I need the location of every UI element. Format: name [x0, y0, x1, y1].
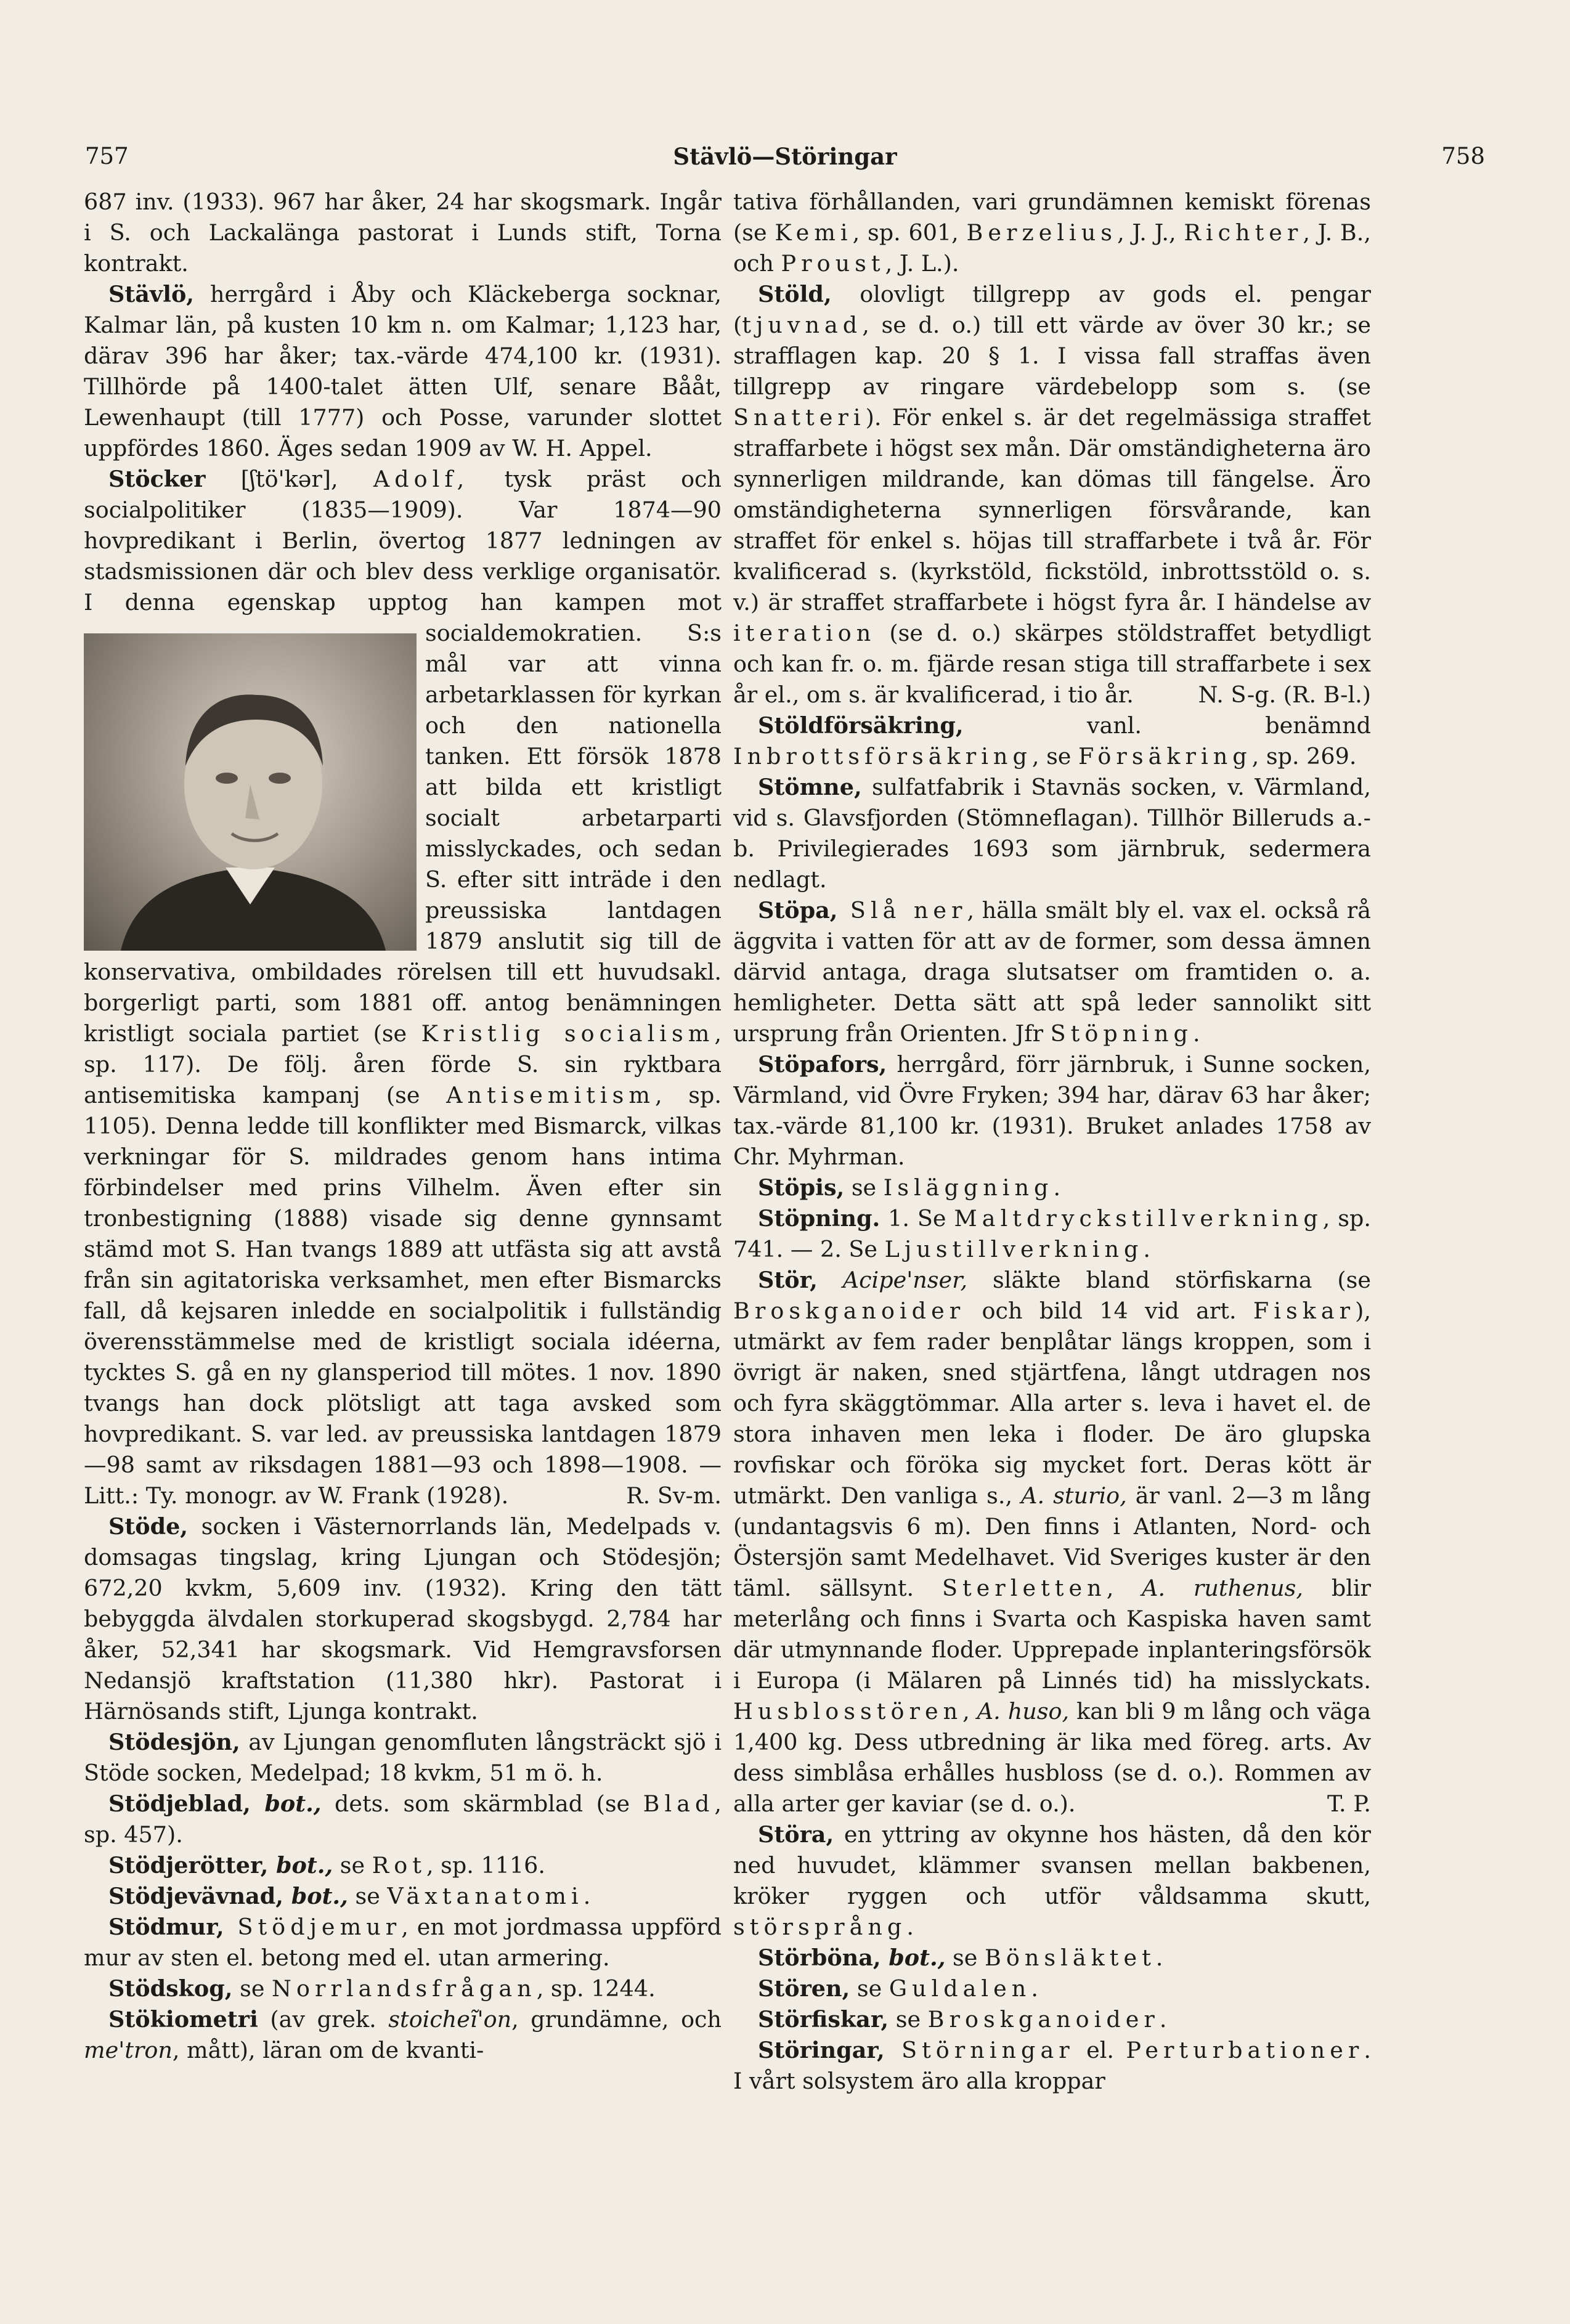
headword: Stödesjön,	[108, 1729, 240, 1755]
cross-reference: Ljustillverkning	[884, 1236, 1144, 1262]
entry-stora: Störa, en yttring av okynne hos hästen, då den kör ned huvudet, klämmer svansen mellan bakbenen, kröker ryggen och utför våldsamma skutt, störsprång.	[733, 1821, 1371, 1940]
cross-reference: Kemi	[775, 219, 853, 246]
headword: Stöde,	[108, 1513, 189, 1540]
cross-reference: Fiskar	[1253, 1298, 1356, 1324]
entry-stodjeblad: Stödjeblad, bot., dets. som skärmblad (se Blad, sp. 457).	[84, 1790, 722, 1848]
headword: Stödjevävnad,	[108, 1883, 283, 1909]
cross-reference: Perturbationer	[1126, 2037, 1364, 2063]
cross-reference: Isläggning	[883, 1174, 1054, 1201]
cross-reference: störsprång	[733, 1914, 907, 1940]
page-header	[85, 143, 1485, 186]
entry-stopafors: Stöpafors, herrgård, förr järnbruk, i Sunne socken, Värmland, vid Övre Fryken; 394 har, därav 63 har åker; tax.-värde 81,100 kr. (1931). Bruket anlades 1758 av Chr. Myhrman.	[733, 1051, 1371, 1170]
cross-reference: Växtanatomi	[387, 1883, 584, 1909]
headword: Stöpis,	[758, 1174, 845, 1201]
headword: Stöpafors,	[758, 1051, 887, 1078]
cross-reference: iteration	[733, 620, 876, 646]
headword: Stöld,	[758, 281, 832, 307]
entry-stoldforsakring: Stöldförsäkring, vanl. benämnd Inbrottsförsäkring, se Försäkring, sp. 269.	[733, 712, 1371, 770]
cross-reference: Antisemitism	[446, 1082, 656, 1108]
entry-continuation: 687 inv. (1933). 967 har åker, 24 har skogsmark. Ingår i S. och Lackalänga pastorat i Lunds stift, Torna kontrakt.	[84, 189, 722, 277]
author-signature: T. P.	[1327, 1790, 1371, 1817]
headword: Stören,	[758, 1975, 850, 2002]
cross-reference: Inbrottsförsäkring	[733, 743, 1032, 770]
cross-reference: Snatteri	[733, 404, 866, 431]
entry-stocker: Stöcker [ʃtö'kər], Adolf, tysk präst och socialpolitiker (1835—1909). Var 1874—90 hovpredikant i Berlin, övertog 1877 ledningen av stadsmissionen där och blev dess verklige organisatör. I denna egenskap upptog han kampen mot socialdemokratien. S:s mål var att vinna arbetarklassen för kyrkan och den nationella tanken. Ett försök 1878 att bilda ett kristligt socialt arbetarparti misslyckades, och sedan S. efter sitt inträde i den preussiska lantdagen 1879 anslutit sig till de konservativa, ombildades rörelsen till ett huvudsakl. borgerligt parti, som 1881 off. antog benämningen kristligt sociala partiet (se Kristlig socialism, sp. 117). De följ. åren förde S. sin ryktbara antisemitiska kampanj (se Antisemitism, sp. 1105). Denna ledde till konflikter med Bismarck, vilkas verkningar för S. mildrades genom hans intima förbindelser med prins Vilhelm. Även efter sin tronbestigning (1888) visade sig denne gynnsamt stämd mot S. Han tvangs 1889 att utfästa sig att avstå från sin agitatoriska verksamhet, men efter Bismarcks fall, då kejsaren inledde en socialpolitik i fullständig överensstämmelse med de kristligt sociala idéerna, tycktes S. gå en ny glansperiod till mötes. 1 nov. 1890 tvangs han dock plötsligt att taga avsked som hovpredikant. S. var led. av preussiska lantdagen 1879—98 samt av riksdagen 1881—93 och 1898—1908. — Litt.: Ty. monogr. av W. Frank (1928). R. Sv-m.	[84, 464, 722, 1511]
cross-reference: Proust	[781, 250, 885, 277]
page-number-right: 758	[1441, 143, 1485, 169]
cross-reference: Broskganoider	[927, 2006, 1160, 2033]
author-signature: R. Sv-m.	[626, 1482, 722, 1509]
cross-reference: Störningar	[884, 2037, 1075, 2063]
cross-reference: Blad	[643, 1790, 715, 1817]
right-column	[733, 187, 1371, 2097]
entry-stodskog: Stödskog, se Norrlandsfrågan, sp. 1244.	[108, 1975, 656, 2002]
headword: Stöcker	[108, 466, 206, 492]
cross-reference: Slå ner	[837, 897, 967, 924]
portrait-figure	[84, 633, 417, 951]
cross-reference: Stöpning	[1050, 1020, 1193, 1047]
entry-stavlo: Stävlö, herrgård i Åby och Kläckeberga socknar, Kalmar län, på kusten 10 km n. om Kalmar; 1,123 har, därav 396 har åker; tax.-värde 474,100 kr. (1931). Tillhörde på 1400-talet ätten Ulf, senare Bååt, Lewenhaupt (till 1777) och Posse, varunder slottet uppfördes 1860. Äges sedan 1909 av W. H. Appel.	[84, 281, 722, 461]
headword: Stödmur,	[108, 1914, 224, 1940]
entry-stode: Stöde, socken i Västernorrlands län, Medelpads v. domsagas tingslag, kring Ljungan och Stödesjön; 672,20 kvkm, 5,609 inv. (1932). Kring den tätt bebyggda älvdalen storkuperad skogsbygd. 2,784 har åker, 52,341 har skogsmark. Vid Hemgravsforsen Nedansjö kraftstation (11,380 hkr). Pastorat i Härnösands stift, Ljunga kontrakt.	[84, 1513, 722, 1725]
entry-stokiometri: Stökiometri (av grek. stoicheĩ'on, grundämne, och me'tron, mått), läran om de kvanti-	[84, 2006, 722, 2063]
cross-reference: Broskganoider	[733, 1298, 966, 1324]
entry-storfiskar: Störfiskar, se Broskganoider.	[758, 2006, 1167, 2033]
entry-stomne: Stömne, sulfatfabrik i Stavnäs socken, v. Värmland, vid s. Glavsfjorden (Stömneflagan). Tillhör Billeruds a.-b. Privilegierades 1693 som järnbruk, sedermera nedlagt.	[733, 774, 1371, 893]
entry-stodjerotter: Stödjerötter, bot., se Rot, sp. 1116.	[108, 1852, 545, 1879]
headword: Störa,	[758, 1821, 834, 1848]
cross-reference: Rot	[372, 1852, 426, 1879]
author-signature: N. S-g. (R. B-l.)	[1198, 681, 1371, 708]
cross-reference: Bönsläktet	[984, 1944, 1156, 1971]
headword: Stödjerötter,	[108, 1852, 269, 1879]
entry-storingar: Störingar, Störningar el. Perturbationer. I vårt solsystem äro alla kroppar	[733, 2037, 1371, 2094]
headword: Stödjeblad,	[108, 1790, 251, 1817]
headword: Störböna,	[758, 1944, 881, 1971]
cross-reference: Kristlig socialism	[421, 1020, 715, 1047]
entry-stold: Stöld, olovligt tillgrepp av gods el. pengar (tjuvnad, se d. o.) till ett värde av över 30 kr.; se strafflagen kap. 20 § 1. I vissa fall straffas även tillgrepp av ringare värdebelopp som s. (se Snatteri). För enkel s. är det regelmässiga straffet straffarbete i högst sex mån. Där omständigheterna äro synnerligen mildrande, kan dömas till fängelse. Äro omständigheterna synnerligen försvårande, kan straffet för enkel s. höjas till straffarbete i två år. För kvalificerad s. (kyrkstöld, fickstöld, inbrottsstöld o. s. v.) är straffet straffarbete i högst fyra år. I händelse av iteration (se d. o.) skärpes stöldstraffet betydligt och kan fr. o. m. fjärde resan stiga till straffarbete i sex år el., om s. är kvalificerad, i tio år. N. S-g. (R. B-l.)	[733, 279, 1371, 710]
entry-stopning: Stöpning. 1. Se Maltdryckstillverkning, sp. 741. — 2. Se Ljustillverkning.	[733, 1205, 1371, 1262]
page-number-left: 757	[85, 143, 129, 169]
headword: Stör,	[758, 1267, 818, 1293]
entry-stodjevavnad: Stödjevävnad, bot., se Växtanatomi.	[108, 1883, 591, 1909]
headword: Stävlö,	[108, 281, 194, 307]
entry-stokiometri-cont: tativa förhållanden, vari grundämnen kemiskt förenas (se Kemi, sp. 601, Berzelius, J. J., Richter, J. B., och Proust, J. L.).	[733, 189, 1371, 277]
headword: Stödskog,	[108, 1975, 233, 2002]
headword: Störfiskar,	[758, 2006, 889, 2033]
cross-reference: Stödjemur	[224, 1914, 402, 1940]
headword: Stömne,	[758, 774, 862, 800]
cross-reference: Sterletten	[942, 1575, 1107, 1601]
entry-stopa: Stöpa, Slå ner, hälla smält bly el. vax el. också rå äggvita i vatten för att av de former, som dessa ämnen därvid antaga, draga slutsatser om framtiden o. a. hemligheter. Detta sätt att spå leder sannolikt sitt ursprung från Orienten. Jfr Stöpning.	[733, 897, 1371, 1047]
cross-reference: Husblosstören	[733, 1698, 963, 1725]
entry-stor: Stör, Acipe'nser, släkte bland störfiskarna (se Broskganoider och bild 14 vid art. Fiskar), utmärkt av fem rader benplåtar längs kroppen, som i övrigt är naken, sned stjärtfena, långt utdragen nos och fyra skäggtömmar. Alla arter s. leva i havet el. de stora inhaven men leka i floder. De äro glupska rovfiskar och föröka sig mycket fort. Deras kött är utmärkt. Den vanliga s., A. sturio, är vanl. 2—3 m lång (undantagsvis 6 m). Den finns i Atlanten, Nord- och Östersjön samt Medelhavet. Vid Sveriges kuster är den täml. sällsynt. Sterletten, A. ruthenus, blir meterlång och finns i Svarta och Kaspiska haven samt där utmynnande floder. Upprepade inplanteringsförsök i Europa (i Mälaren på Linnés tid) ha misslyckats. Husblosstören, A. huso, kan bli 9 m lång och väga 1,400 kg. Dess utbredning är lika med föreg. arts. Av dess simblåsa erhålles husbloss (se d. o.). Rommen av alla arter ger kaviar (se d. o.). T. P.	[733, 1265, 1371, 1819]
entry-stopis: Stöpis, se Isläggning.	[758, 1174, 1061, 1201]
entry-stodmur: Stödmur, Stödjemur, en mot jordmassa uppförd mur av sten el. betong med el. utan armering.	[84, 1914, 722, 1971]
cross-reference: Försäkring	[1078, 743, 1252, 770]
left-column	[84, 187, 722, 2066]
cross-reference: Richter	[1184, 219, 1303, 246]
headword: Störingar,	[758, 2037, 885, 2063]
cross-reference: Berzelius	[966, 219, 1118, 246]
portrait-photo	[84, 633, 417, 951]
cross-reference: tjuvnad	[742, 312, 863, 338]
headword: Stökiometri	[108, 2006, 258, 2033]
entry-storbona: Störböna, bot., se Bönsläktet.	[758, 1944, 1163, 1971]
cross-reference: Maltdryckstillverkning	[954, 1205, 1323, 1232]
headword: Stöldförsäkring,	[758, 712, 964, 739]
headword: Stöpning.	[758, 1205, 881, 1232]
cross-reference: Norrlandsfrågan	[272, 1975, 537, 2002]
running-title: Stävlö—Störingar	[673, 143, 897, 170]
entry-stodesjon: Stödesjön, av Ljungan genomfluten långsträckt sjö i Stöde socken, Medelpad; 18 kvkm, 51 m ö. h.	[84, 1729, 722, 1786]
headword: Stöpa,	[758, 897, 838, 924]
entry-storen: Stören, se Guldalen.	[758, 1975, 1038, 2002]
cross-reference: Guldalen	[889, 1975, 1031, 2002]
